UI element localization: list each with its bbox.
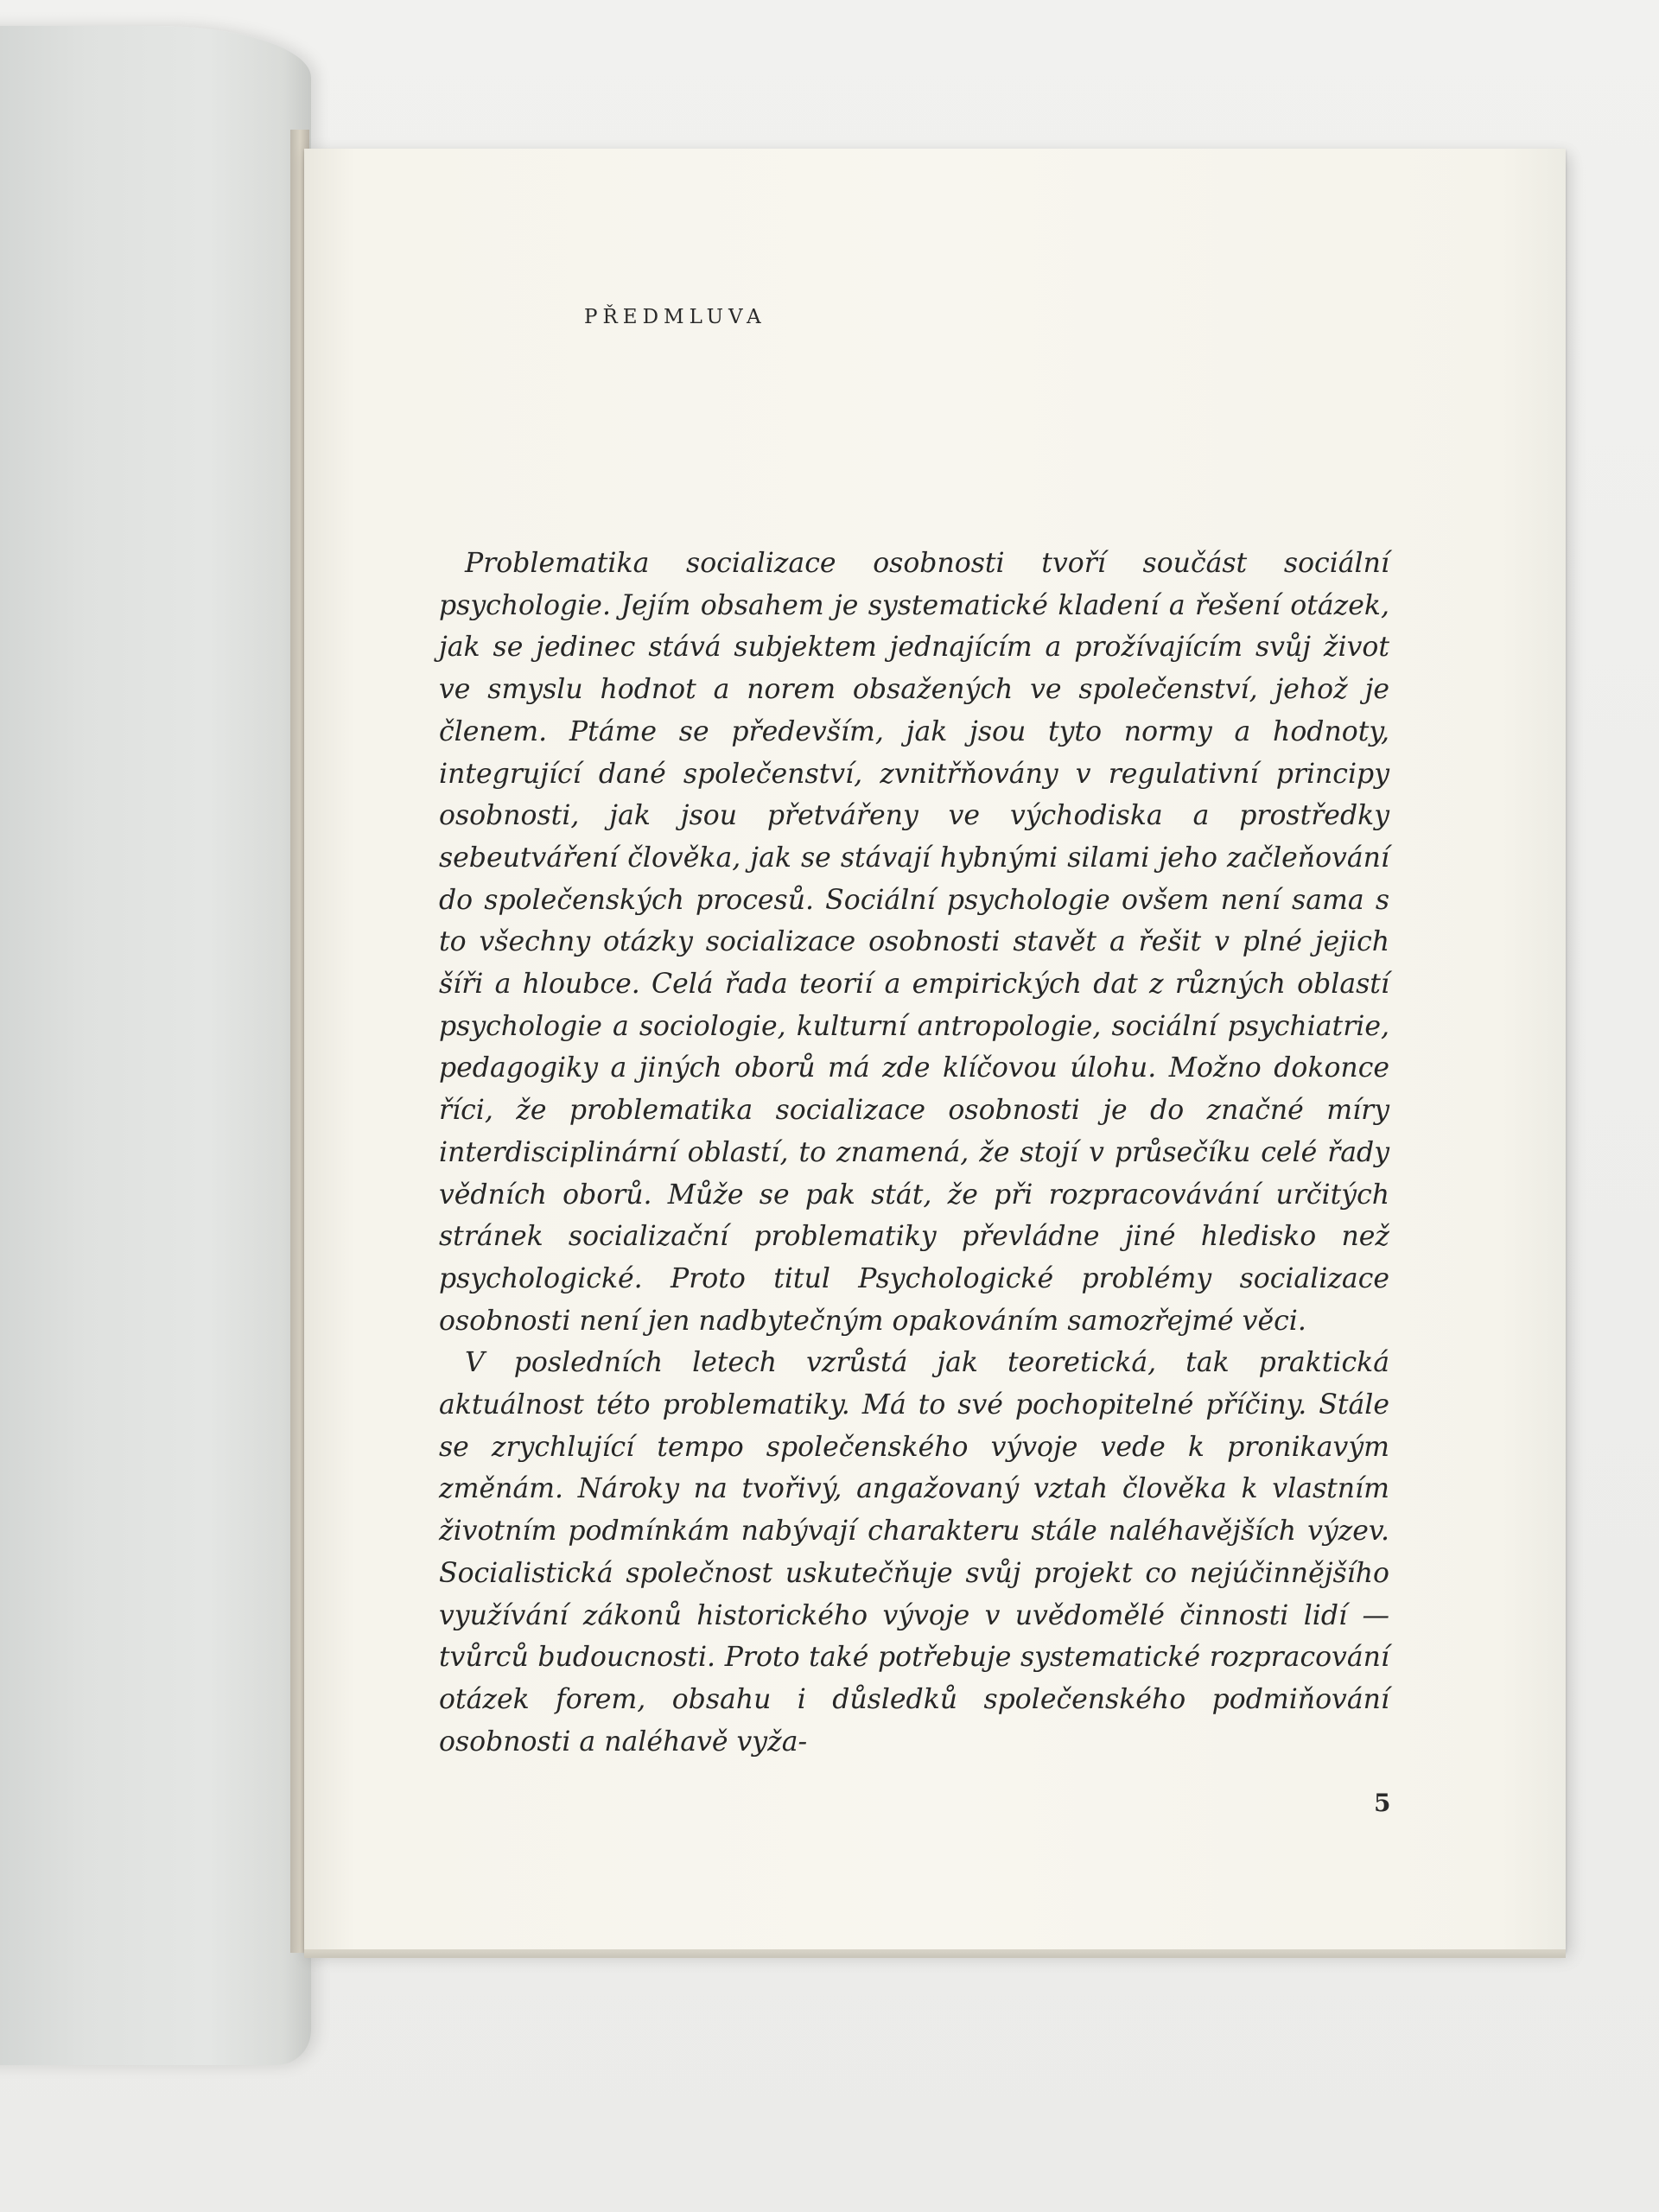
left-facing-page	[0, 26, 311, 2065]
page-number: 5	[1374, 1789, 1391, 1817]
chapter-heading: PŘEDMLUVA	[584, 306, 766, 328]
paragraph-1: Problematika socializace osobnosti tvoří součást sociální psychologie. Jejím obsahem je systematické kladení a řešení otázek, jak se jedinec stává subjektem jednajícím a prožívajícím svůj život ve smyslu hodnot a norem obsažených ve společenství, jehož je členem. Ptáme se především, jak jsou tyto normy a hodnoty, integrující dané společenství, zvnitřňovány v regulativní principy osobnosti, jak jsou přetvářeny ve východiska a prostředky sebeutváření člověka, jak se stávají hybnými silami jeho začleňování do společenských procesů. Sociální psychologie ovšem není sama s to všechny otázky socializace osobnosti stavět a řešit v plné jejich šíři a hloubce. Celá řada teorií a empirických dat z různých oblastí psychologie a sociologie, kulturní antropologie, sociální psychiatrie, pedagogiky a jiných oborů má zde klíčovou úlohu. Možno dokonce říci, že problematika socializace osobnosti je do značné míry interdisciplinární oblastí, to znamená, že stojí v průsečíku celé řady vědních oborů. Může se pak stát, že při rozpracovávání určitých stránek socializační problematiky převládne jiné hledisko než psychologické. Proto titul Psychologické problémy socializace osobnosti není jen nadbytečným opakováním samozřejmé věci.	[439, 548, 1389, 1337]
paragraph-2: V posledních letech vzrůstá jak teoretická, tak praktická aktuálnost této problematiky. Má to své pochopitelné příčiny. Stále se zrychlující tempo společenského vývoje vede k pronikavým změnám. Nároky na tvořivý, angažovaný vztah člověka k vlastním životním podmínkám nabývají charakteru stále naléhavějších výzev. Socialistická společnost uskutečňuje svůj projekt co nejúčinnějšího využívání zákonů historického vývoje v uvědomělé činnosti lidí — tvůrců budoucnosti. Proto také potřebuje systematické rozpracování otázek forem, obsahu i důsledků společenského podmiňování osobnosti a naléhavě vyža-	[439, 1347, 1389, 1758]
body-text	[439, 543, 1389, 1763]
page-edge	[304, 1949, 1566, 1958]
